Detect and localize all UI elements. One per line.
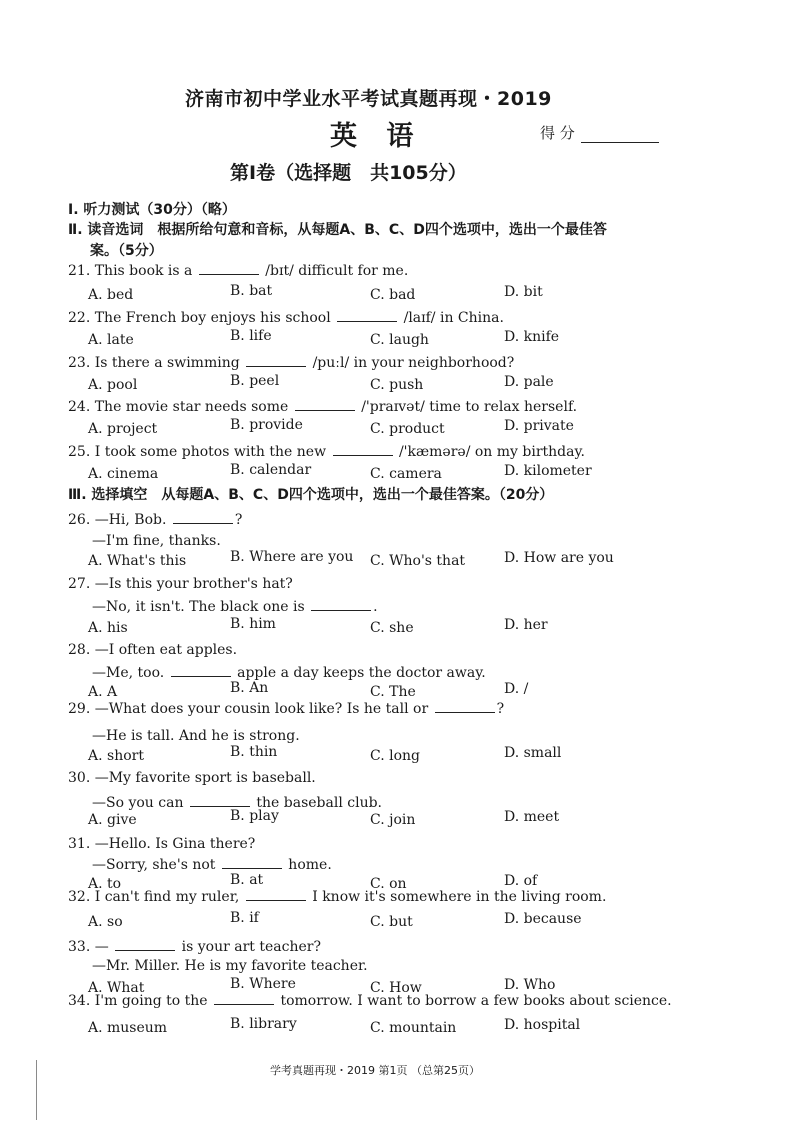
option-a[interactable]: A. cinema bbox=[88, 466, 159, 482]
option-b[interactable]: B. Where bbox=[230, 976, 296, 992]
question-text: ? bbox=[496, 701, 505, 717]
option-c[interactable]: C. join bbox=[370, 812, 416, 828]
option-b[interactable]: B. provide bbox=[230, 417, 303, 433]
option-d[interactable]: D. bit bbox=[504, 284, 543, 300]
option-b[interactable]: B. him bbox=[230, 616, 276, 632]
section-pronunciation bbox=[68, 220, 607, 262]
question-28-line-1 bbox=[68, 642, 237, 658]
option-a[interactable]: A. so bbox=[88, 914, 123, 930]
question-text: 29. —What does your cousin look like? Is he tall or bbox=[68, 701, 433, 717]
answer-blank[interactable] bbox=[295, 398, 355, 411]
option-b[interactable]: B. play bbox=[230, 808, 279, 824]
option-b[interactable]: B. thin bbox=[230, 744, 278, 760]
question-26-line-2 bbox=[92, 533, 221, 549]
option-a[interactable]: A. short bbox=[88, 748, 144, 764]
question-text: 32. I can't find my ruler, bbox=[68, 889, 244, 905]
question-31-line-2 bbox=[92, 856, 332, 873]
option-d[interactable]: D. kilometer bbox=[504, 463, 592, 479]
score-field bbox=[540, 122, 659, 143]
answer-blank[interactable] bbox=[190, 794, 250, 807]
question-25-line-1 bbox=[68, 443, 585, 460]
question-text: /laɪf/ in China. bbox=[399, 310, 504, 326]
question-text: 21. This book is a bbox=[68, 263, 197, 279]
question-text: 27. —Is this your brother's hat? bbox=[68, 576, 293, 592]
question-text: apple a day keeps the doctor away. bbox=[232, 665, 486, 681]
option-d[interactable]: D. How are you bbox=[504, 550, 614, 566]
option-c[interactable]: C. she bbox=[370, 620, 414, 636]
question-33-line-2 bbox=[92, 958, 368, 974]
question-text: —So you can bbox=[92, 795, 188, 811]
option-a[interactable]: A. bed bbox=[88, 287, 134, 303]
question-text: —Me, too. bbox=[92, 665, 169, 681]
question-text: 25. I took some photos with the new bbox=[68, 444, 331, 460]
option-a[interactable]: A. What bbox=[88, 980, 145, 996]
question-30-line-1 bbox=[68, 770, 316, 786]
question-23-line-1 bbox=[68, 354, 514, 371]
option-d[interactable]: D. / bbox=[504, 681, 529, 697]
answer-blank[interactable] bbox=[222, 856, 282, 869]
option-d[interactable]: D. meet bbox=[504, 809, 560, 825]
question-24-line-1 bbox=[68, 398, 577, 415]
question-29-line-2 bbox=[92, 728, 300, 744]
question-33-line-1 bbox=[68, 938, 321, 955]
option-b[interactable]: B. An bbox=[230, 680, 269, 696]
question-27-line-2 bbox=[92, 598, 378, 615]
answer-blank[interactable] bbox=[246, 354, 306, 367]
option-a[interactable]: A. his bbox=[88, 620, 128, 636]
option-a[interactable]: A. A bbox=[88, 684, 118, 700]
option-d[interactable]: D. small bbox=[504, 745, 562, 761]
question-text: —He is tall. And he is strong. bbox=[92, 728, 300, 744]
question-29-line-1 bbox=[68, 700, 504, 717]
question-text: 28. —I often eat apples. bbox=[68, 642, 238, 658]
page-footer: 学考真题再现・2019 第1页 （总第25页） bbox=[270, 1064, 480, 1077]
question-31-line-1 bbox=[68, 836, 255, 852]
question-text: 31. —Hello. Is Gina there? bbox=[68, 836, 256, 852]
option-b[interactable]: B. calendar bbox=[230, 462, 312, 478]
section-pronunciation-line1: Ⅱ. 读音选词 根据所给句意和音标，从每题A、B、C、D四个选项中，选出一个最佳答 bbox=[68, 222, 607, 238]
question-32-line-1 bbox=[68, 888, 606, 905]
question-text: home. bbox=[283, 857, 332, 873]
option-c[interactable]: C. but bbox=[370, 914, 413, 930]
option-d[interactable]: D. pale bbox=[504, 374, 554, 390]
volume-title: 第Ⅰ卷（选择题 共105分） bbox=[230, 162, 467, 184]
question-text: 24. The movie star needs some bbox=[68, 399, 293, 415]
scan-edge-line bbox=[36, 1060, 37, 1120]
option-c[interactable]: C. laugh bbox=[370, 332, 429, 348]
question-text: is your art teacher? bbox=[177, 939, 321, 955]
option-c[interactable]: C. camera bbox=[370, 466, 442, 482]
answer-blank[interactable] bbox=[173, 511, 233, 524]
option-c[interactable]: C. The bbox=[370, 684, 416, 700]
question-text: 33. — bbox=[68, 939, 114, 955]
exam-title: 济南市初中学业水平考试真题再现・2019 bbox=[185, 88, 552, 110]
option-b[interactable]: B. life bbox=[230, 328, 272, 344]
option-a[interactable]: A. late bbox=[88, 332, 134, 348]
option-a[interactable]: A. pool bbox=[88, 377, 138, 393]
option-b[interactable]: B. library bbox=[230, 1016, 297, 1032]
option-b[interactable]: B. bat bbox=[230, 283, 273, 299]
question-34-line-1 bbox=[68, 992, 672, 1009]
option-a[interactable]: A. give bbox=[88, 812, 137, 828]
question-21-line-1 bbox=[68, 262, 408, 279]
question-text: —Mr. Miller. He is my favorite teacher. bbox=[92, 958, 368, 974]
question-text: . bbox=[373, 599, 378, 615]
question-22-line-1 bbox=[68, 309, 504, 326]
question-28-line-2 bbox=[92, 664, 486, 681]
answer-blank[interactable] bbox=[435, 700, 495, 713]
question-text: ? bbox=[234, 512, 243, 528]
option-b[interactable]: B. peel bbox=[230, 373, 280, 389]
question-text: —No, it isn't. The black one is bbox=[92, 599, 310, 615]
score-label: 得 分 bbox=[540, 124, 575, 142]
answer-blank[interactable] bbox=[311, 598, 371, 611]
option-d[interactable]: D. her bbox=[504, 617, 548, 633]
option-c[interactable]: C. Who's that bbox=[370, 553, 466, 569]
section-multiple-choice: Ⅲ. 选择填空 从每题A、B、C、D四个选项中，选出一个最佳答案。（20分） bbox=[68, 487, 554, 503]
option-c[interactable]: C. bad bbox=[370, 287, 416, 303]
option-d[interactable]: D. knife bbox=[504, 329, 560, 345]
option-b[interactable]: B. Where are you bbox=[230, 549, 354, 565]
option-a[interactable]: A. museum bbox=[88, 1020, 168, 1036]
answer-blank[interactable] bbox=[171, 664, 231, 677]
option-d[interactable]: D. of bbox=[504, 873, 538, 889]
option-c[interactable]: C. on bbox=[370, 876, 407, 892]
section-listening: Ⅰ. 听力测试（30分）（略） bbox=[68, 202, 236, 218]
subject-title: 英 语 bbox=[330, 121, 424, 152]
section-pronunciation-line2: 案。（5分） bbox=[90, 243, 163, 259]
question-text: /bɪt/ difficult for me. bbox=[260, 263, 409, 279]
option-d[interactable]: D. private bbox=[504, 418, 574, 434]
option-a[interactable]: A. What's this bbox=[88, 553, 187, 569]
answer-blank[interactable] bbox=[115, 938, 175, 951]
option-a[interactable]: A. to bbox=[88, 876, 122, 892]
question-text: —Sorry, she's not bbox=[92, 857, 220, 873]
question-text: 34. I'm going to the bbox=[68, 993, 212, 1009]
question-text: /puːl/ in your neighborhood? bbox=[308, 355, 515, 371]
option-a[interactable]: A. project bbox=[88, 421, 158, 437]
question-text: 22. The French boy enjoys his school bbox=[68, 310, 336, 326]
question-text: tomorrow. I want to borrow a few books about science. bbox=[276, 993, 672, 1009]
option-b[interactable]: B. at bbox=[230, 872, 264, 888]
answer-blank[interactable] bbox=[333, 443, 393, 456]
question-text: the baseball club. bbox=[251, 795, 383, 811]
option-c[interactable]: C. push bbox=[370, 377, 424, 393]
option-d[interactable]: D. because bbox=[504, 911, 582, 927]
answer-blank[interactable] bbox=[246, 888, 306, 901]
option-b[interactable]: B. if bbox=[230, 910, 259, 926]
option-c[interactable]: C. How bbox=[370, 980, 422, 996]
option-c[interactable]: C. mountain bbox=[370, 1020, 457, 1036]
question-text: 23. Is there a swimming bbox=[68, 355, 245, 371]
answer-blank[interactable] bbox=[199, 262, 259, 275]
question-text: I know it's somewhere in the living room. bbox=[307, 889, 607, 905]
answer-blank[interactable] bbox=[337, 309, 397, 322]
option-d[interactable]: D. hospital bbox=[504, 1017, 581, 1033]
option-c[interactable]: C. product bbox=[370, 421, 445, 437]
question-text: /'kæmərə/ on my birthday. bbox=[394, 444, 585, 460]
score-blank[interactable] bbox=[581, 142, 659, 143]
question-text: 30. —My favorite sport is baseball. bbox=[68, 770, 316, 786]
question-text: 26. —Hi, Bob. bbox=[68, 512, 171, 528]
answer-blank[interactable] bbox=[214, 992, 274, 1005]
option-d[interactable]: D. Who bbox=[504, 977, 556, 993]
question-27-line-1 bbox=[68, 576, 293, 592]
question-text: —I'm fine, thanks. bbox=[92, 533, 221, 549]
question-26-line-1 bbox=[68, 511, 242, 528]
question-text: /'praɪvət/ time to relax herself. bbox=[356, 399, 578, 415]
option-c[interactable]: C. long bbox=[370, 748, 420, 764]
